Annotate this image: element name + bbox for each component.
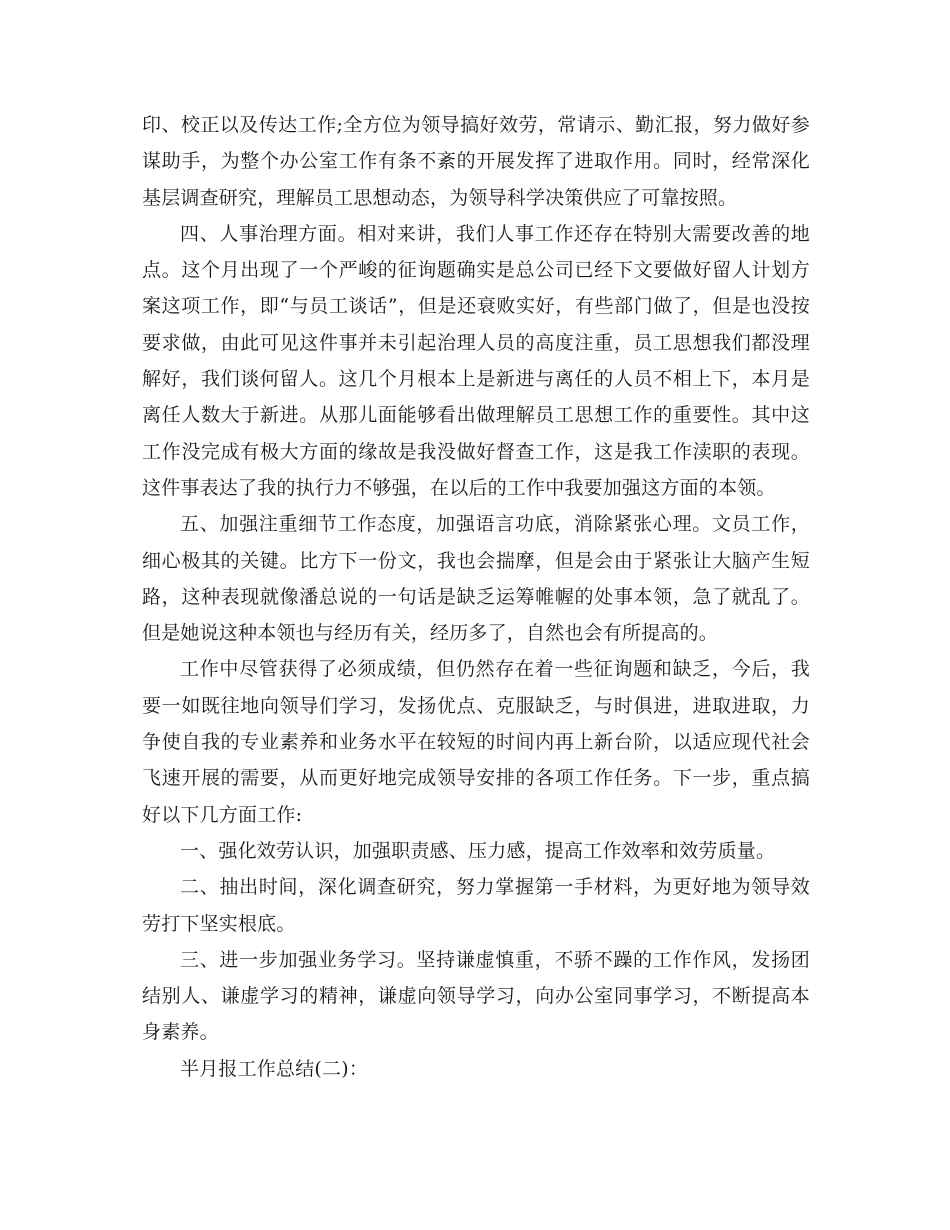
section-heading: 半月报工作总结(二)： xyxy=(180,1057,369,1080)
paragraph-6: 二、抽出时间，深化调查研究，努力掌握第一手材料，为更好地为领导效劳打下坚实根底。 xyxy=(142,876,810,935)
paragraph-7: 三、进一步加强业务学习。坚持谦虚慎重，不骄不躁的工作作风，发扬团结别人、谦虚学习的精神，谦虚向领导学习，向办公室同事学习，不断提高本身素养。 xyxy=(142,948,810,1044)
paragraph-4: 工作中尽管获得了必须成绩，但仍然存在着一些征询题和缺乏，今后，我要一如既往地向领导们学习，发扬优点、克服缺乏，与时俱进，进取进取，力争使自我的专业素养和业务水平在较短的时间内再上新台阶，以适应现代社会飞速开展的需要，从而更好地完成领导安排的各项工作任务。下一步，重点搞好以下几方面工作: xyxy=(142,658,810,826)
paragraph-2: 四、人事治理方面。相对来讲，我们人事工作还存在特别大需要改善的地点。这个月出现了一个严峻的征询题确实是总公司已经下文要做好留人计划方案这项工作，即“与员工谈话”，但是还衰败实好，有些部门做了，但是也没按要求做，由此可见这件事并未引起治理人员的高度注重，员工思想我们都没理解好，我们谈何留人。这几个月根本上是新进与离任的人员不相上下，本月是离任人数大于新进。从那儿面能够看出做理解员工思想工作的重要性。其中这工作没完成有极大方面的缘故是我没做好督查工作，这是我工作渎职的表现。这件事表达了我的执行力不够强，在以后的工作中我要加强这方面的本领。 xyxy=(142,222,810,499)
paragraph-3: 五、加强注重细节工作态度，加强语言功底，消除紧张心理。文员工作，细心极其的关键。比方下一份文，我也会揣摩，但是会由于紧张让大脑产生短路，这种表现就像潘总说的一句话是缺乏运筹帷幄的处事本领，急了就乱了。但是她说这种本领也与经历有关，经历多了，自然也会有所提高的。 xyxy=(142,513,810,645)
paragraph-1: 印、校正以及传达工作;全方位为领导搞好效劳，常请示、勤汇报，努力做好参谋助手，为整个办公室工作有条不紊的开展发挥了进取作用。同时，经常深化基层调查研究，理解员工思想动态，为领导科学决策供应了可靠按照。 xyxy=(142,114,810,209)
document-page xyxy=(142,107,810,1087)
paragraph-5: 一、强化效劳认识，加强职责感、压力感，提高工作效率和效劳质量。 xyxy=(180,839,776,862)
